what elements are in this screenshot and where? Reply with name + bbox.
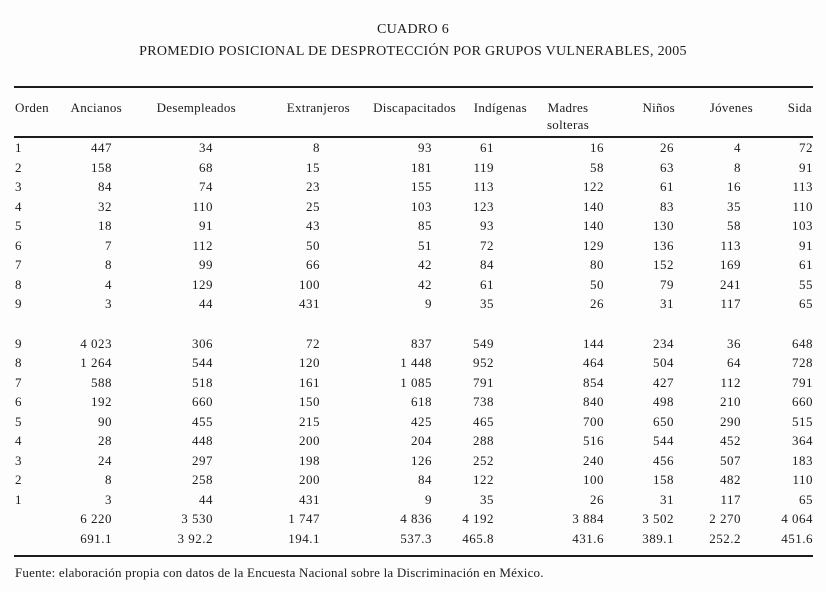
table-cell: 100 [583,472,604,487]
table-cell: 42 [418,276,432,292]
table-cell: 84 [480,257,494,272]
table-cell: 55 [799,276,813,292]
table-cell: 25 [306,198,320,214]
table-cell: 204 [411,433,432,448]
table-cell: 99 [199,257,213,272]
title-block [0,0,826,63]
table-cell: 854 [583,374,604,390]
table-cell: 1 [15,140,22,155]
table-cell: 691.1 [80,530,112,546]
spacer-row [14,314,813,334]
table-cell [14,529,52,557]
table-cell: 544 [653,433,674,448]
table-cell: 36 [727,335,741,351]
table-cell: 120 [299,355,320,370]
table-cell: 50 [590,276,604,292]
table-row [14,529,813,557]
column-header: Madres solteras [529,87,607,137]
table-row [14,334,813,354]
table-cell: 136 [653,237,674,253]
table-cell: 117 [720,296,741,311]
table-cell: 140 [583,218,604,233]
table-cell: 427 [653,374,674,390]
table-cell: 126 [411,452,432,468]
table-cell: 5 [15,413,22,429]
table-cell: 91 [799,237,813,253]
table-cell: 1 [15,491,22,507]
table-cell: 123 [473,198,494,214]
table-cell: 61 [660,179,674,194]
table-row [14,177,813,197]
table-cell: 100 [299,276,320,292]
table-cell: 8 [734,159,741,175]
table-cell: 700 [583,413,604,429]
spacer-cell [240,314,352,334]
table-cell: 648 [792,335,813,351]
table-cell: 8 [105,257,112,272]
table-cell: 544 [192,355,213,370]
table-cell: 65 [799,296,813,311]
table-cell: 43 [306,218,320,233]
table-cell: 465.8 [462,530,494,546]
table-cell: 660 [192,394,213,409]
table-row [14,236,813,256]
table-cell: 50 [306,237,320,253]
column-header: Ancianos [52,87,122,137]
column-header: Desempleados [122,87,240,137]
table-number: CUADRO 6 [376,22,450,37]
table-cell: 431 [299,491,320,507]
table-cell: 113 [473,179,494,194]
table-cell: 9 [15,296,22,311]
table-cell: 504 [653,355,674,370]
table-cell: 3 530 [181,511,213,526]
table-row [14,137,813,158]
table-cell: 28 [98,433,112,448]
table-cell: 791 [473,374,494,390]
table-cell: 103 [411,198,432,214]
table-cell: 112 [192,237,213,253]
spacer-cell [677,314,755,334]
spacer-cell [458,314,529,334]
table-cell: 364 [792,433,813,448]
table-cell: 650 [653,413,674,429]
table-cell: 72 [306,335,320,351]
table-cell: 4 023 [80,335,112,351]
table-cell: 3 92.2 [177,530,213,546]
table-cell: 240 [583,452,604,468]
table-cell: 3 502 [642,511,674,526]
table-cell: 93 [480,218,494,233]
table-cell: 306 [192,335,213,351]
table-header [14,87,813,137]
table-cell: 130 [653,218,674,233]
table-cell: 537.3 [400,530,432,546]
table-cell: 6 [15,237,22,253]
table-cell: 110 [792,198,813,214]
table-cell: 9 [15,335,22,351]
table-cell: 68 [199,159,213,175]
table-cell: 728 [792,355,813,370]
table-cell: 93 [418,140,432,155]
table-row [14,216,813,236]
table-row [14,353,813,373]
table-cell: 4 064 [781,511,813,526]
table-cell: 91 [199,218,213,233]
table-row [14,294,813,314]
table-cell: 150 [299,394,320,409]
table-cell: 110 [192,198,213,214]
spacer-cell [352,314,458,334]
table-row [14,509,813,529]
table-cell: 32 [98,198,112,214]
table-cell: 183 [792,452,813,468]
table-cell: 117 [720,491,741,507]
table-cell: 79 [660,276,674,292]
table-cell: 61 [480,140,494,155]
table-cell: 516 [583,433,604,448]
table-cell: 1 448 [400,355,432,370]
table-cell: 210 [720,394,741,409]
table-cell: 549 [473,335,494,351]
table-cell: 4 [15,433,22,448]
table-cell: 425 [411,413,432,429]
table-cell: 7 [15,374,22,390]
table-cell: 72 [799,140,813,155]
table-cell: 158 [653,472,674,487]
table-cell: 74 [199,179,213,194]
table-cell: 194.1 [288,530,320,546]
table-row [14,158,813,178]
table-cell: 144 [583,335,604,351]
table-row [14,412,813,432]
column-header: Niños [607,87,677,137]
table-cell: 158 [91,159,112,175]
spacer-cell [52,314,122,334]
table-body [14,137,813,556]
table-row [14,197,813,217]
table-cell: 23 [306,179,320,194]
table-cell: 112 [720,374,741,390]
table-cell: 58 [590,159,604,175]
table-cell: 35 [480,491,494,507]
table-cell: 431.6 [572,530,604,546]
table-cell: 515 [792,413,813,429]
table-cell: 16 [590,140,604,155]
table-cell: 80 [590,257,604,272]
data-table [14,86,813,557]
spacer-cell [14,314,52,334]
table-cell: 288 [473,433,494,448]
table-cell: 91 [799,159,813,175]
table-cell: 181 [411,159,432,175]
table-cell: 840 [583,394,604,409]
table-cell: 119 [473,159,494,175]
table-cell: 6 220 [80,511,112,526]
spacer-cell [755,314,813,334]
table-cell: 8 [15,355,22,370]
table-cell: 44 [199,296,213,311]
table-cell: 2 270 [709,511,741,526]
table-cell: 122 [473,472,494,487]
table-cell: 252.2 [709,530,741,546]
table-cell: 1 264 [80,355,112,370]
source-note: Fuente: elaboración propia con datos de la Encuesta Nacional sobre la Discriminación en México. [15,565,544,580]
table-cell: 155 [411,179,432,194]
table-row [14,373,813,393]
table-cell: 7 [105,237,112,253]
table-cell: 169 [720,257,741,272]
table-cell: 507 [720,452,741,468]
table-cell: 152 [653,257,674,272]
table-cell: 465 [473,413,494,429]
table-cell: 252 [473,452,494,468]
table-cell: 85 [418,218,432,233]
table-cell: 122 [583,179,604,194]
table-cell: 9 [425,491,432,507]
table-cell: 110 [792,472,813,487]
table-cell: 215 [299,413,320,429]
table-cell: 3 [105,296,112,311]
table-cell: 588 [91,374,112,390]
table-cell: 4 836 [400,511,432,526]
table-cell: 129 [192,276,213,292]
table-cell: 8 [15,276,22,292]
table-cell: 837 [411,335,432,351]
table-cell: 389.1 [642,530,674,546]
table-cell: 103 [792,218,813,233]
table-cell: 738 [473,394,494,409]
table-row [14,490,813,510]
table-cell: 6 [15,394,22,409]
table-cell: 161 [299,374,320,390]
table-cell: 3 [15,179,22,194]
table-cell: 113 [792,179,813,194]
table-cell: 15 [306,159,320,175]
table-cell: 791 [792,374,813,390]
table-cell: 24 [98,452,112,468]
table-cell: 464 [583,355,604,370]
table-cell: 58 [727,218,741,233]
table-cell: 31 [660,296,674,311]
column-header: Discapacitados [352,87,458,137]
table-cell: 51 [418,237,432,253]
table-cell: 297 [192,452,213,468]
table-cell: 200 [299,433,320,448]
table-cell: 84 [98,179,112,194]
table-row [14,392,813,412]
table-cell: 431 [299,296,320,311]
table-cell: 4 [15,198,22,214]
table-cell: 113 [720,237,741,253]
table-cell: 64 [727,355,741,370]
table-cell: 90 [98,413,112,429]
table-cell: 31 [660,491,674,507]
table-cell: 2 [15,159,22,175]
table-cell: 7 [15,257,22,272]
table-cell: 952 [473,355,494,370]
table-cell: 660 [792,394,813,409]
table-cell: 16 [727,179,741,194]
table-cell: 1 085 [400,374,432,390]
table-cell: 192 [91,394,112,409]
table-cell: 3 884 [572,511,604,526]
table-cell: 5 [15,218,22,233]
table-cell: 518 [192,374,213,390]
table-cell: 451.6 [781,530,813,546]
column-header: Indígenas [458,87,529,137]
table-cell: 3 [105,491,112,507]
table-cell: 8 [105,472,112,487]
table-cell: 34 [199,140,213,155]
spacer-cell [607,314,677,334]
table-cell: 9 [425,296,432,311]
table-cell: 42 [418,257,432,272]
table-cell: 26 [590,296,604,311]
table-cell: 482 [720,472,741,487]
spacer-cell [529,314,607,334]
table-cell: 4 [734,140,741,155]
table-row [14,431,813,451]
table-cell: 234 [653,335,674,351]
table-row [14,470,813,490]
table-cell: 618 [411,394,432,409]
table-cell: 18 [98,218,112,233]
header-row [14,87,813,137]
table-row [14,451,813,471]
table-cell: 498 [653,394,674,409]
column-header: Extranjeros [240,87,352,137]
table-cell: 66 [306,257,320,272]
table-cell: 452 [720,433,741,448]
table-cell: 456 [653,452,674,468]
table-cell: 2 [15,472,22,487]
table-cell: 44 [199,491,213,507]
table-cell [14,509,52,529]
table-cell: 4 192 [462,511,494,526]
table-cell: 61 [480,276,494,292]
table-row [14,275,813,295]
table-cell: 198 [299,452,320,468]
table-cell: 8 [313,140,320,155]
table-cell: 200 [299,472,320,487]
table-cell: 455 [192,413,213,429]
table-cell: 72 [480,237,494,253]
table-cell: 35 [727,198,741,214]
spacer-cell [122,314,240,334]
table-title: PROMEDIO POSICIONAL DE DESPROTECCIÓN POR GRUPOS VULNERABLES, 2005 [139,44,687,59]
table-cell: 63 [660,159,674,175]
table-cell: 26 [590,491,604,507]
table-row [14,255,813,275]
table-cell: 1 747 [288,511,320,526]
table-cell: 258 [192,472,213,487]
table-cell: 290 [720,413,741,429]
table-cell: 448 [192,433,213,448]
table-cell: 35 [480,296,494,311]
table-cell: 26 [660,140,674,155]
table-cell: 4 [105,276,112,292]
table-cell: 140 [583,198,604,214]
column-header: Jóvenes [677,87,755,137]
table-cell: 65 [799,491,813,507]
column-header: Sida [755,87,813,137]
table-cell: 83 [660,198,674,214]
table-cell: 241 [720,276,741,292]
table-cell: 61 [799,257,813,272]
table-cell: 3 [15,452,22,468]
table-cell: 447 [91,140,112,155]
column-header: Orden [14,87,52,137]
table-cell: 84 [418,472,432,487]
table-cell: 129 [583,237,604,253]
